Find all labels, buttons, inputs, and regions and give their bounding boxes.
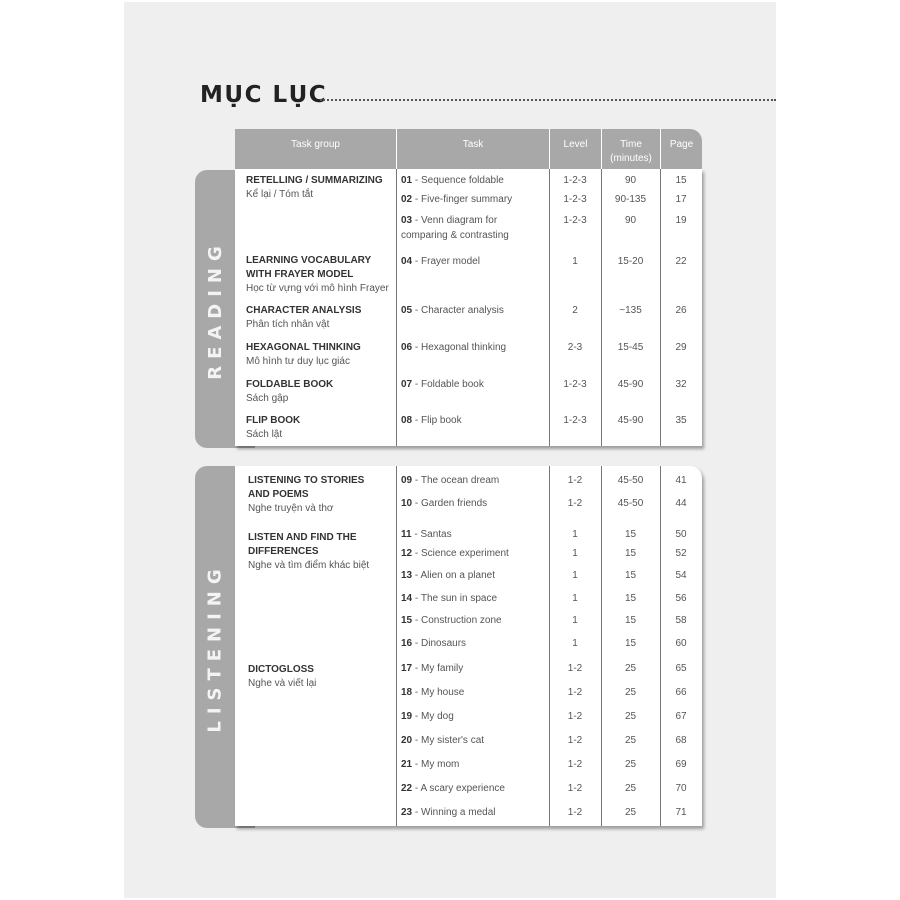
task-separator: - (412, 256, 422, 267)
task-number: 02 (401, 194, 413, 205)
task-name: Foldable book (421, 379, 484, 390)
time-cell: 25 (624, 783, 637, 794)
task-group (248, 663, 316, 691)
task-group (246, 414, 300, 442)
page-cell: 17 (675, 194, 687, 205)
task-number: 13 (401, 570, 413, 581)
time-cell: 25 (624, 711, 637, 722)
task-separator: - (412, 215, 422, 226)
task-cell (401, 568, 546, 583)
task-name: Hexagonal thinking (421, 342, 507, 353)
level-cell: 1-2-3 (563, 175, 587, 186)
task-cell (401, 805, 546, 820)
level-cell: 2 (572, 305, 578, 316)
level-cell: 1 (572, 638, 578, 649)
task-group (248, 474, 364, 516)
task-name: The sun in space (420, 593, 498, 604)
task-number: 03 (401, 215, 413, 226)
task-cell (401, 254, 546, 269)
page-cell: 19 (675, 215, 687, 226)
level-cell: 1-2-3 (563, 379, 587, 390)
task-separator: - (412, 342, 422, 353)
level-cell: 1-2 (567, 759, 583, 770)
task-name: Winning a medal (421, 807, 496, 818)
task-group (246, 341, 361, 369)
task-separator: - (412, 615, 422, 626)
task-name: Frayer model (421, 256, 480, 267)
task-number: 06 (401, 342, 413, 353)
task-name: Five-finger summary (421, 194, 513, 205)
task-name: Science experiment (421, 548, 509, 559)
task-name: My sister's cat (421, 735, 485, 746)
page-cell: 69 (675, 759, 687, 770)
time-cell: 45-90 (617, 379, 644, 390)
task-group-subtitle: Phân tích nhân vật (246, 319, 330, 330)
task-group-subtitle: Nghe và tìm điểm khác biệt (248, 560, 370, 571)
task-cell (401, 340, 546, 355)
task-group-subtitle: Nghe truyện và thơ (248, 503, 334, 514)
task-cell (401, 757, 546, 772)
section-label-reading: READING (204, 238, 226, 380)
task-name: My family (421, 663, 464, 674)
task-name: Sequence foldable (421, 175, 504, 186)
page-cell: 22 (675, 256, 687, 267)
task-group-title: DICTOGLOSS (248, 664, 314, 675)
task-separator: - (412, 194, 422, 205)
task-cell (401, 661, 546, 676)
task-name: The ocean dream (420, 475, 500, 486)
time-cell: 15-45 (617, 342, 644, 353)
page-cell: 68 (675, 735, 687, 746)
task-cell (401, 473, 546, 488)
time-cell: 45-90 (617, 415, 644, 426)
page-cell: 56 (675, 593, 687, 604)
header-task: Task (462, 139, 484, 150)
page-cell: 50 (675, 529, 687, 540)
time-cell: 15 (624, 615, 637, 626)
level-cell: 1-2 (567, 711, 583, 722)
page-cell: 52 (675, 548, 687, 559)
time-cell: 25 (624, 759, 637, 770)
page-cell: 54 (675, 570, 687, 581)
header-page: Page (669, 139, 694, 150)
task-number: 17 (401, 663, 413, 674)
level-cell: 1 (572, 529, 578, 540)
task-separator: - (412, 498, 422, 509)
level-cell: 1-2 (567, 735, 583, 746)
task-group (246, 174, 383, 202)
time-cell: 25 (624, 735, 637, 746)
level-cell: 1-2-3 (563, 194, 587, 205)
task-cell (401, 636, 546, 651)
task-cell (401, 377, 546, 392)
task-name: My dog (421, 711, 454, 722)
task-cell (401, 173, 546, 188)
task-number: 11 (401, 529, 412, 540)
task-group-subtitle: Kể lại / Tóm tắt (246, 189, 314, 200)
task-number: 10 (401, 498, 413, 509)
time-cell: 90 (624, 175, 637, 186)
page-cell: 60 (675, 638, 687, 649)
task-number: 12 (401, 548, 413, 559)
task-cell (401, 685, 546, 700)
task-cell (401, 733, 546, 748)
table-header (235, 129, 702, 169)
time-cell: 45-50 (617, 475, 644, 486)
task-cell (401, 413, 546, 428)
task-number: 08 (401, 415, 413, 426)
task-separator: - (412, 759, 422, 770)
task-group (246, 378, 333, 406)
task-number: 15 (401, 615, 413, 626)
level-cell: 1-2-3 (563, 215, 587, 226)
task-separator: - (412, 175, 422, 186)
title-dotted-rule (320, 99, 776, 101)
level-cell: 1 (572, 593, 578, 604)
task-number: 16 (401, 638, 413, 649)
task-group-subtitle: Học từ vựng với mô hình Frayer (246, 283, 389, 294)
task-group-subtitle: Sách gập (246, 393, 289, 404)
level-cell: 1-2 (567, 498, 583, 509)
page-cell: 41 (675, 475, 687, 486)
level-cell: 1-2-3 (563, 415, 587, 426)
task-cell (401, 709, 546, 724)
level-cell: 2-3 (567, 342, 583, 353)
task-separator: - (412, 735, 422, 746)
level-cell: 1-2 (567, 663, 583, 674)
task-number: 05 (401, 305, 413, 316)
time-cell: 45-50 (617, 498, 644, 509)
page-cell: 58 (675, 615, 687, 626)
task-cell (401, 303, 546, 318)
task-number: 01 (401, 175, 413, 186)
page-cell: 15 (675, 175, 687, 186)
task-separator: - (412, 807, 422, 818)
time-cell: 90-135 (614, 194, 647, 205)
task-group-title: RETELLING / SUMMARIZING (246, 175, 383, 186)
time-cell: ~135 (619, 305, 642, 316)
task-separator: - (412, 379, 422, 390)
task-name: Dinosaurs (421, 638, 467, 649)
level-cell: 1 (572, 615, 578, 626)
task-name: Construction zone (421, 615, 502, 626)
task-number: 23 (401, 807, 413, 818)
header-time: Time (minutes) (610, 139, 652, 164)
task-number: 21 (401, 759, 413, 770)
section-label-listening: LISTENING (204, 561, 226, 733)
task-cell (401, 527, 546, 542)
page-cell: 71 (675, 807, 687, 818)
level-cell: 1-2 (567, 687, 583, 698)
task-cell (401, 613, 546, 628)
task-separator: - (412, 570, 421, 581)
task-group-title: FOLDABLE BOOK (246, 379, 334, 390)
task-name: My mom (421, 759, 460, 770)
task-name: Garden friends (421, 498, 488, 509)
task-name: A scary experience (420, 783, 505, 794)
task-group-title: LISTEN AND FIND THE DIFFERENCES (248, 532, 357, 557)
time-cell: 15 (624, 638, 637, 649)
page-cell: 26 (675, 305, 687, 316)
time-cell: 25 (624, 687, 637, 698)
page-title: MỤC LỤC (200, 82, 328, 108)
task-number: 18 (401, 687, 413, 698)
task-group (248, 531, 369, 573)
task-group-title: CHARACTER ANALYSIS (246, 305, 362, 316)
task-separator: - (412, 548, 422, 559)
task-separator: - (411, 529, 421, 540)
task-separator: - (412, 475, 421, 486)
task-group-subtitle: Nghe và viết lại (248, 678, 317, 689)
time-cell: 15-20 (617, 256, 644, 267)
task-group (246, 254, 389, 296)
time-cell: 25 (624, 663, 637, 674)
task-name: Character analysis (421, 305, 504, 316)
task-separator: - (412, 783, 421, 794)
task-group-subtitle: Sách lật (246, 429, 283, 440)
page-cell: 29 (675, 342, 687, 353)
task-separator: - (412, 687, 422, 698)
task-cell (401, 192, 546, 207)
task-cell (401, 781, 546, 796)
column-divider (396, 169, 397, 446)
task-name: Alien on a planet (420, 570, 495, 581)
task-cell (401, 496, 546, 511)
task-separator: - (412, 663, 422, 674)
task-number: 04 (401, 256, 413, 267)
level-cell: 1-2 (567, 475, 583, 486)
task-number: 20 (401, 735, 413, 746)
time-cell: 25 (624, 807, 637, 818)
header-level: Level (563, 139, 588, 150)
page-cell: 67 (675, 711, 687, 722)
task-group-title: LISTENING TO STORIES AND POEMS (248, 475, 365, 500)
page-cell: 65 (675, 663, 687, 674)
task-number: 07 (401, 379, 413, 390)
page-cell: 44 (675, 498, 687, 509)
task-group-title: FLIP BOOK (246, 415, 301, 426)
page-cell: 35 (675, 415, 687, 426)
time-cell: 15 (624, 570, 637, 581)
page-cell: 32 (675, 379, 687, 390)
task-group-subtitle: Mô hình tư duy lục giác (246, 356, 350, 367)
page-cell: 70 (675, 783, 687, 794)
task-group (246, 304, 361, 332)
task-number: 09 (401, 475, 413, 486)
task-separator: - (412, 415, 422, 426)
task-number: 19 (401, 711, 413, 722)
time-cell: 15 (624, 548, 637, 559)
level-cell: 1-2 (567, 807, 583, 818)
time-cell: 15 (624, 593, 637, 604)
level-cell: 1 (572, 256, 578, 267)
task-separator: - (412, 305, 422, 316)
task-name: Flip book (421, 415, 462, 426)
time-cell: 90 (624, 215, 637, 226)
column-divider (396, 466, 397, 826)
task-separator: - (412, 638, 422, 649)
time-cell: 15 (624, 529, 637, 540)
task-cell (401, 213, 546, 243)
task-name: Santas (420, 529, 452, 540)
task-cell (401, 546, 546, 561)
level-cell: 1 (572, 570, 578, 581)
task-name: My house (421, 687, 465, 698)
task-separator: - (412, 711, 422, 722)
header-task-group: Task group (291, 139, 340, 150)
level-cell: 1 (572, 548, 578, 559)
level-cell: 1-2 (567, 783, 583, 794)
section-panel-reading (235, 169, 702, 446)
section-panel-listening (235, 466, 702, 826)
task-group-title: HEXAGONAL THINKING (246, 342, 361, 353)
task-separator: - (412, 593, 421, 604)
task-group-title: LEARNING VOCABULARY WITH FRAYER MODEL (246, 255, 372, 280)
task-number: 22 (401, 783, 413, 794)
task-name: Venn diagram for comparing & contrasting (401, 215, 509, 241)
task-cell (401, 591, 546, 606)
page-cell: 66 (675, 687, 687, 698)
task-number: 14 (401, 593, 413, 604)
